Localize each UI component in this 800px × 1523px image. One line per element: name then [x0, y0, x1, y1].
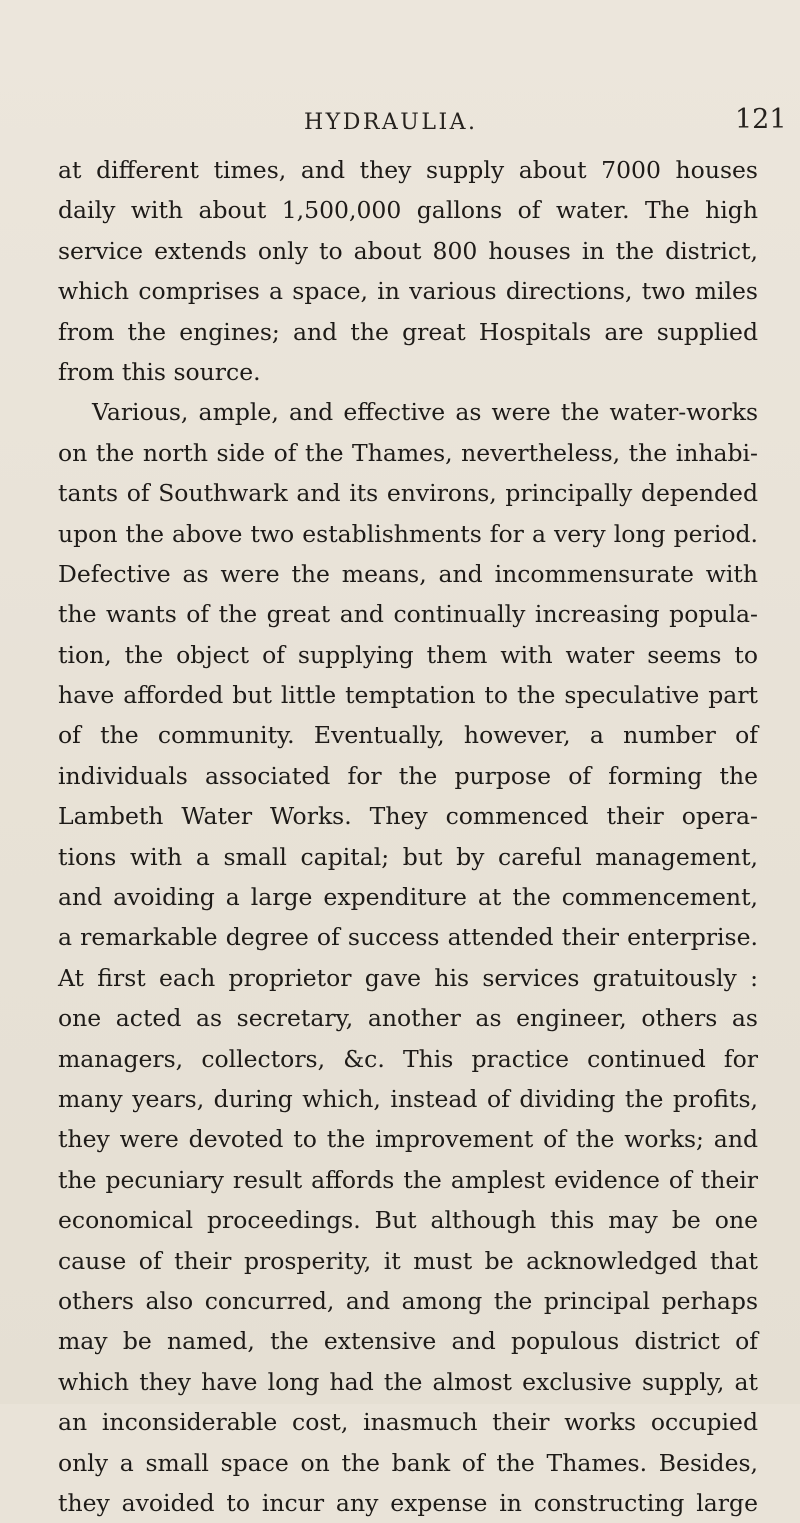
text-line: tants of Southwark and its environs, principally depended	[58, 479, 758, 508]
text-line: upon the above two establishments for a very long period.	[58, 519, 758, 548]
text-line: they avoided to incur any expense in constructing large	[58, 1488, 758, 1517]
text-line: at different times, and they supply about 7000 houses	[58, 156, 758, 184]
page-number: 121	[735, 104, 787, 135]
text-line: the pecuniary result affords the amplest evidence of their	[58, 1165, 758, 1194]
text-line: one acted as secretary, another as engineer, others as	[58, 1004, 758, 1033]
text-line: others also concurred, and among the principal perhaps	[58, 1286, 758, 1315]
text-line: Lambeth Water Works. They commenced their opera-	[58, 802, 758, 831]
text-line: managers, collectors, &c. This practice continued for	[58, 1044, 758, 1073]
text-line: economical proceedings. But although this may be one	[58, 1206, 758, 1235]
text-line: Defective as were the means, and incommensurate with	[58, 559, 758, 588]
running-title: HYDRAULIA.	[304, 110, 478, 135]
text-line: from the engines; and the great Hospitals are supplied	[58, 317, 758, 346]
text-line: and avoiding a large expenditure at the commencement,	[58, 883, 758, 912]
text-line: daily with about 1,500,000 gallons of water. The high	[58, 196, 758, 225]
text-line: only a small space on the bank of the Thames. Besides,	[58, 1448, 758, 1477]
text-line: which they have long had the almost exclusive supply, at	[58, 1367, 758, 1396]
text-line: service extends only to about 800 houses in the district,	[58, 236, 758, 265]
text-line: from this source.	[58, 357, 261, 386]
text-line: many years, during which, instead of dividing the profits,	[58, 1084, 758, 1113]
text-line: a remarkable degree of success attended their enterprise.	[58, 923, 758, 952]
body-text	[58, 150, 758, 1523]
text-line: Various, ample, and effective as were the water-works	[92, 398, 758, 427]
text-line: individuals associated for the purpose of forming the	[58, 761, 758, 790]
text-line: they were devoted to the improvement of the works; and	[58, 1125, 758, 1154]
text-line: of the community. Eventually, however, a number of	[58, 721, 758, 750]
text-line: on the north side of the Thames, nevertheless, the inhabi-	[58, 438, 758, 467]
running-head	[0, 104, 800, 144]
text-line: may be named, the extensive and populous district of	[58, 1327, 758, 1356]
text-line: cause of their prosperity, it must be acknowledged that	[58, 1246, 758, 1275]
text-line: the wants of the great and continually increasing popula-	[58, 600, 758, 629]
text-line: tions with a small capital; but by careful management,	[58, 842, 758, 871]
text-line: which comprises a space, in various directions, two miles	[58, 277, 758, 306]
text-line: At first each proprietor gave his services gratuitously :	[58, 963, 758, 992]
text-line: an inconsiderable cost, inasmuch their works occupied	[58, 1408, 758, 1437]
text-line: have afforded but little temptation to the speculative part	[58, 681, 758, 710]
text-line: tion, the object of supplying them with water seems to	[58, 640, 758, 669]
